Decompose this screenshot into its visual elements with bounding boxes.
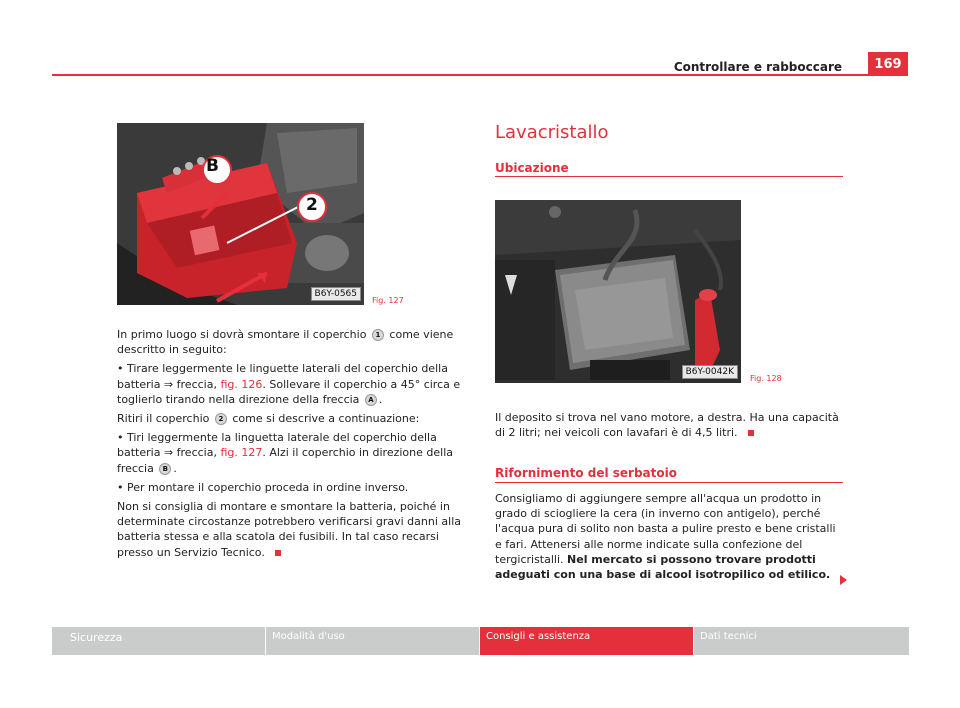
text: . Alzi il coperchio in direzione della freccia <box>117 446 454 475</box>
text: come viene descritto in seguito: <box>117 328 454 357</box>
label-2: 2 <box>306 195 318 215</box>
next-page-arrow-icon[interactable] <box>840 575 847 585</box>
paragraph <box>117 327 467 357</box>
location-paragraph <box>495 410 845 440</box>
paragraph: • Per montare il coperchio proceda in ordine inverso. <box>117 480 409 494</box>
end-square-icon <box>275 550 281 556</box>
nav-tab-dati-tecnici[interactable]: Dati tecnici <box>694 627 909 655</box>
text: Consigliamo di aggiungere sempre all'acqua un prodotto in grado di sciogliere la cera (in inverno con antigelo), perché l'acqua pura di solito non basta a pulire presto e bene cristalli e fari. Attenersi alle norme indicate sulla confezione del tergicristalli. <box>495 492 836 566</box>
marker-2: 2 <box>215 413 227 425</box>
text: • Tirare leggermente le linguette laterali del coperchio della batteria ⇒ freccia, <box>117 362 448 391</box>
subheading-ubicazione: Ubicazione <box>495 161 569 175</box>
text: . <box>173 461 177 475</box>
figure-code: B6Y-0565 <box>311 287 361 301</box>
text: • Tiri leggermente la linguetta laterale del coperchio della batteria ⇒ freccia, <box>117 431 437 460</box>
marker-a: A <box>365 394 377 406</box>
label-b: B <box>206 156 219 176</box>
subheading-rifornimento: Rifornimento del serbatoio <box>495 466 677 480</box>
paragraph <box>117 499 467 560</box>
text: Il deposito si trova nel vano motore, a destra. Ha una capacità di 2 litri; nei veicoli con lavafari è di 4,5 litri. <box>495 411 839 440</box>
text: . <box>378 392 383 406</box>
end-square-icon <box>748 430 754 436</box>
figure-127-caption: Fig. 127 <box>372 296 404 305</box>
marker-1: 1 <box>372 329 384 341</box>
paragraph <box>117 361 467 407</box>
chapter-title: Controllare e rabboccare <box>673 60 842 74</box>
figure-128-caption: Fig. 128 <box>750 374 782 383</box>
bold-text: Nel mercato si possono trovare prodotti adeguati con una base di alcool isotropilico od etilico. <box>495 552 831 582</box>
washer-reservoir-photo <box>495 200 741 383</box>
footer-nav <box>52 627 909 655</box>
battery-photo <box>117 123 364 305</box>
text: . Sollevare il coperchio a 45° circa e toglierlo tirando nella direzione della freccia <box>117 377 461 406</box>
subheading-rule <box>495 176 843 177</box>
text: come si descrive a continuazione: <box>232 412 420 426</box>
header-rule <box>52 74 908 76</box>
nav-tab-sicurezza[interactable]: Sicurezza <box>52 627 265 655</box>
subheading-rule <box>495 482 843 483</box>
page-number: 169 <box>868 52 908 76</box>
refill-paragraph <box>495 491 845 582</box>
figure-code: B6Y-0042K <box>682 365 738 379</box>
fig-127-link[interactable]: fig. 127 <box>220 446 263 460</box>
marker-b: B <box>159 463 171 475</box>
left-column-text <box>117 327 467 564</box>
fig-126-link[interactable]: fig. 126 <box>220 377 263 391</box>
text: In primo luogo si dovrà smontare il coperchio <box>117 328 367 341</box>
figure-127-image <box>117 123 364 305</box>
paragraph <box>117 411 467 426</box>
paragraph <box>117 430 467 476</box>
nav-tab-modalita-uso[interactable]: Modalità d'uso <box>266 627 479 655</box>
text: Non si consiglia di montare e smontare la batteria, poiché in determinate circostanze potrebbero verificarsi gravi danni alla batteria stessa e alla scatola dei fusibili. In tal caso recarsi presso un Servizio Tecnico. <box>117 500 461 559</box>
nav-tab-consigli-assistenza[interactable]: Consigli e assistenza <box>480 627 693 655</box>
figure-128-image <box>495 200 741 383</box>
text: Ritiri il coperchio <box>117 412 210 426</box>
section-title: Lavacristallo <box>495 122 609 143</box>
